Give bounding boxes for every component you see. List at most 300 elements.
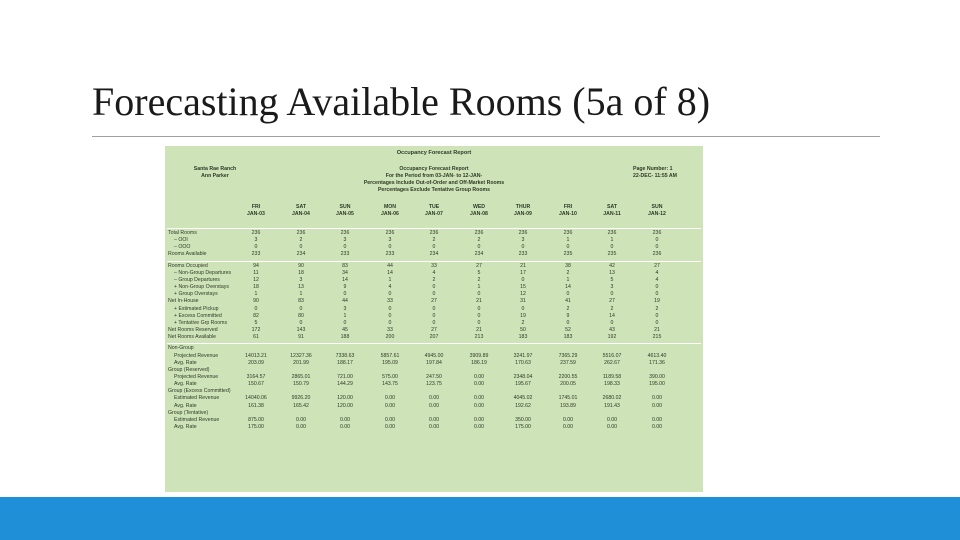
table-cell: 5 [477,269,481,276]
table-cell: 0 [432,305,436,312]
table-cell: 175.00 [248,424,264,431]
table-cell: 143 [296,327,306,334]
table-cell: 172 [251,327,261,334]
subtitle-line: Percentages Include Out-of-Order and Off-Market Rooms [363,180,505,186]
table-cell: 4 [432,269,436,276]
column-day: SAT [296,204,306,210]
table-cell: 0 [521,244,525,251]
table-cell: 0.00 [295,416,307,423]
row-label: Total Rooms [168,230,197,236]
column-header [368,204,412,218]
table-cell: 213 [474,334,484,341]
table-cell: 3 [521,237,525,244]
table-cell: 183 [563,334,573,341]
table-row [165,327,703,334]
table-cell: 575.00 [382,373,398,380]
table-cell: 236 [607,230,617,236]
table-cell: 1 [388,276,392,283]
table-row [165,353,703,360]
table-cell: 237.59 [560,359,576,366]
table-cell: 2348.04 [513,373,533,380]
table-cell: 44 [387,262,393,269]
table-cell: 4 [655,269,659,276]
table-cell: 235 [607,251,617,258]
table-cell: 0.00 [651,416,663,423]
table-cell: 2 [477,237,481,244]
table-cell: 0 [432,312,436,319]
table-cell: 17 [520,269,526,276]
page-number: Page Number: 1 [633,166,673,172]
table-cell: 18 [253,284,259,291]
table-cell: 0 [388,312,392,319]
table-cell: 233 [251,251,261,258]
table-cell: 1 [566,276,570,283]
table-cell: 0.00 [339,416,351,423]
table-cell: 15 [520,284,526,291]
table-cell: 2 [655,305,659,312]
table-cell: 0 [388,244,392,251]
slide-title: Forecasting Available Rooms (5a of 8) [92,79,711,124]
table-cell: 3241.97 [513,352,533,359]
table-cell: 0.00 [473,424,485,431]
table-cell: 41 [565,298,571,305]
table-cell: 0.00 [651,424,663,431]
table-cell: 236 [385,230,395,236]
table-cell: 9926.20 [291,395,311,402]
table-cell: 5 [254,319,258,326]
table-cell: 0.00 [606,424,618,431]
table-cell: 27 [609,298,615,305]
table-cell: 1 [566,237,570,244]
table-cell: 183 [518,334,528,341]
table-cell: 875.00 [248,416,264,423]
row-label: + Tentative Grp Rooms [174,319,228,326]
row-label: Net In-House [168,298,199,305]
table-cell: 19 [520,312,526,319]
table-row [165,367,703,374]
table-row [165,374,703,381]
table-cell: 0 [521,276,525,283]
table-row [165,291,703,298]
table-cell: 9 [343,284,347,291]
table-cell: 195.00 [649,381,665,388]
table-cell: 14 [342,276,348,283]
column-day: FRI [251,204,261,210]
table-cell: 5 [610,276,614,283]
table-cell: 236 [251,230,261,236]
column-header [457,204,501,218]
table-cell: 21 [520,262,526,269]
table-cell: 0.00 [562,416,574,423]
table-cell: 27 [476,262,482,269]
table-cell: 0 [477,312,481,319]
column-day: SAT [607,204,617,210]
table-cell: 192.62 [515,402,531,409]
table-cell: 120.00 [337,402,353,409]
column-date: JAN-05 [336,211,354,217]
row-label: – Non-Group Departures [174,269,232,276]
table-cell: 0 [566,319,570,326]
table-cell: 234 [429,251,439,258]
column-date: JAN-12 [648,211,666,217]
table-cell: 2 [432,237,436,244]
table-cell: 80 [298,312,304,319]
table-cell: 2 [610,305,614,312]
table-cell: 0 [343,244,347,251]
table-cell: 0 [655,284,659,291]
table-cell: 61 [253,334,259,341]
table-cell: 233 [385,251,395,258]
column-header [635,204,679,218]
table-cell: 13 [609,269,615,276]
column-day: SUN [339,204,351,210]
column-header [234,204,278,218]
table-cell: 236 [340,230,350,236]
table-row [165,263,703,270]
table-cell: 233 [340,251,350,258]
row-label: – OOI [174,237,188,244]
column-header [590,204,634,218]
table-cell: 0.00 [473,373,485,380]
table-cell: 236 [429,230,439,236]
table-cell: 3 [299,276,303,283]
table-cell: 192 [607,334,617,341]
table-row [165,277,703,284]
table-cell: 236 [296,230,306,236]
table-cell: 236 [518,230,528,236]
table-cell: 9 [566,312,570,319]
table-cell: 0.00 [562,424,574,431]
table-cell: 50 [520,327,526,334]
table-cell: 7365.29 [558,352,578,359]
table-cell: 4 [655,276,659,283]
table-cell: 12 [520,291,526,298]
table-cell: 42 [609,262,615,269]
row-label: Rooms Occupied [168,262,208,269]
table-cell: 0 [432,244,436,251]
table-cell: 34 [342,269,348,276]
row-label: Net Rooms Reserved [168,327,218,334]
table-cell: 21 [476,327,482,334]
column-date: JAN-09 [514,211,532,217]
table-cell: 120.00 [337,395,353,402]
table-row [165,237,703,244]
table-cell: 170.63 [515,359,531,366]
table-cell: 0.00 [384,402,396,409]
table-cell: 12327.36 [290,352,312,359]
table-cell: 12 [253,276,259,283]
table-cell: 201.99 [293,359,309,366]
table-cell: 0.00 [428,424,440,431]
table-cell: 0 [477,305,481,312]
table-row [165,345,703,352]
subtitle-line: Occupancy Forecast Report [399,166,469,172]
table-cell: 2 [566,305,570,312]
table-rule [167,343,701,344]
table-row [165,334,703,341]
table-cell: 3164.57 [246,373,266,380]
table-cell: 4 [388,284,392,291]
table-cell: 0 [299,319,303,326]
table-cell: 1 [610,237,614,244]
table-cell: 45 [342,327,348,334]
table-cell: 14013.21 [245,352,267,359]
table-row [165,410,703,417]
column-day: TUE [428,204,440,210]
table-row [165,395,703,402]
table-cell: 0.00 [428,416,440,423]
table-cell: 188 [340,334,350,341]
column-header [279,204,323,218]
table-cell: 186.19 [471,359,487,366]
table-cell: 2 [477,276,481,283]
report-title: Occupancy Forecast Report [396,150,472,156]
table-cell: 4613.40 [647,352,667,359]
table-cell: 195.09 [382,359,398,366]
table-cell: 5857.61 [380,352,400,359]
table-cell: 0 [254,305,258,312]
table-cell: 2 [299,237,303,244]
table-cell: 0 [254,244,258,251]
table-cell: 0 [299,305,303,312]
table-cell: 38 [565,262,571,269]
table-cell: 14040.06 [245,395,267,402]
table-cell: 1 [254,291,258,298]
table-cell: 0.00 [384,424,396,431]
table-cell: 52 [565,327,571,334]
table-cell: 14 [387,269,393,276]
table-cell: 3 [343,305,347,312]
row-label: Projected Revenue [174,352,219,359]
hotel-name: Santa Rae Ranch [193,166,237,172]
table-cell: 0.00 [295,424,307,431]
occupancy-forecast-report [165,146,703,492]
row-label: Group (Excess Committed) [168,388,231,395]
table-cell: 0.00 [651,402,663,409]
table-cell: 0.00 [473,416,485,423]
row-label: Non-Group [168,345,194,352]
subtitle-line: Percentages Exclude Tentative Group Rooms [377,187,491,193]
table-cell: 123.75 [426,381,442,388]
table-cell: 13 [298,284,304,291]
column-date: JAN-08 [470,211,488,217]
table-cell: 0 [566,244,570,251]
table-cell: 91 [298,334,304,341]
row-label: – OOO [174,244,191,251]
table-cell: 0 [432,291,436,298]
table-cell: 0 [388,319,392,326]
table-cell: 150.67 [248,381,264,388]
table-cell: 4945.00 [424,352,444,359]
table-rule [167,228,701,229]
table-cell: 43 [609,327,615,334]
row-label: Avg. Rate [174,424,197,431]
table-cell: 234 [474,251,484,258]
table-row [165,306,703,313]
table-cell: 21 [476,298,482,305]
row-label: Group (Reserved) [168,366,210,373]
table-row [165,230,703,237]
table-cell: 3 [610,284,614,291]
table-row [165,313,703,320]
report-table [165,230,703,431]
hotel-user: Ann Parker [201,173,229,179]
table-cell: 195.67 [515,381,531,388]
row-label: + Excess Committed [174,312,222,319]
table-cell: 175.00 [515,424,531,431]
table-cell: 161.38 [248,402,264,409]
column-header [501,204,545,218]
table-cell: 0 [432,284,436,291]
table-cell: 1 [343,312,347,319]
table-cell: 5516.07 [602,352,622,359]
table-cell: 236 [563,230,573,236]
table-row [165,381,703,388]
table-cell: 19 [654,298,660,305]
table-row [165,244,703,251]
table-cell: 3 [254,237,258,244]
table-cell: 193.89 [560,402,576,409]
table-cell: 262.67 [604,359,620,366]
table-row [165,388,703,395]
table-cell: 18 [298,269,304,276]
report-subtitle-block [334,166,534,194]
table-cell: 233 [518,251,528,258]
table-cell: 721.00 [337,373,353,380]
row-label: Avg. Rate [174,359,197,366]
table-cell: 0.00 [384,395,396,402]
table-cell: 0 [343,291,347,298]
table-cell: 2865.01 [291,373,311,380]
table-cell: 197.84 [426,359,442,366]
table-cell: 0 [388,305,392,312]
table-cell: 83 [342,262,348,269]
column-date: JAN-06 [381,211,399,217]
column-day: WED [472,204,486,210]
table-cell: 247.50 [426,373,442,380]
table-cell: 0 [610,244,614,251]
table-cell: 14 [565,284,571,291]
table-cell: 0 [566,291,570,298]
table-cell: 0.00 [428,395,440,402]
table-row [165,298,703,305]
table-cell: 27 [431,327,437,334]
table-cell: 0 [610,319,614,326]
column-day: THUR [515,204,531,210]
table-cell: 0 [655,319,659,326]
table-cell: 0.00 [473,402,485,409]
subtitle-line: For the Period from 03-JAN- to 12-JAN- [385,173,483,179]
table-cell: 33 [387,298,393,305]
table-row [165,320,703,327]
table-cell: 143.75 [382,381,398,388]
table-cell: 200 [385,334,395,341]
table-cell: 27 [431,298,437,305]
column-day: FRI [563,204,573,210]
row-label: Estimated Revenue [174,416,220,423]
table-cell: 236 [652,230,662,236]
table-cell: 0.00 [473,381,485,388]
table-cell: 1745.01 [558,395,578,402]
column-day: SUN [651,204,663,210]
row-label: + Group Overstays [174,291,218,298]
table-row [165,417,703,424]
table-row [165,360,703,367]
table-cell: 144.29 [337,381,353,388]
row-label: Net Rooms Available [168,334,217,341]
table-cell: 198.33 [604,381,620,388]
column-date: JAN-11 [603,211,621,217]
table-cell: 2 [566,269,570,276]
column-day: MON [383,204,397,210]
table-cell: 0 [477,244,481,251]
table-cell: 82 [253,312,259,319]
table-cell: 33 [431,262,437,269]
table-cell: 14 [609,312,615,319]
table-row [165,251,703,258]
table-cell: 2 [521,319,525,326]
report-hotel-block [185,166,245,180]
row-label: Avg. Rate [174,402,197,409]
table-cell: 350.00 [515,416,531,423]
column-date: JAN-04 [292,211,310,217]
table-cell: 0 [655,237,659,244]
column-header [546,204,590,218]
table-cell: 2200.55 [558,373,578,380]
row-label: + Estimated Pickup [174,305,219,312]
table-cell: 0 [655,291,659,298]
table-row [165,424,703,431]
table-cell: 1 [299,291,303,298]
table-cell: 7338.63 [335,352,355,359]
table-cell: 0 [343,319,347,326]
table-cell: 90 [298,262,304,269]
report-timestamp: 22-DEC- 11:55 AM [633,173,677,179]
table-cell: 234 [296,251,306,258]
row-label: + Non-Group Overstays [174,284,229,291]
table-cell: 0.00 [606,416,618,423]
table-cell: 27 [654,262,660,269]
table-cell: 215 [652,334,662,341]
table-cell: 3 [388,237,392,244]
table-cell: 44 [342,298,348,305]
table-cell: 150.79 [293,381,309,388]
table-cell: 165.42 [293,402,309,409]
table-cell: 3 [343,237,347,244]
table-rule [167,261,701,262]
column-date: JAN-07 [425,211,443,217]
table-cell: 236 [474,230,484,236]
table-cell: 2 [432,276,436,283]
table-cell: 2680.02 [602,395,622,402]
table-cell: 0 [655,312,659,319]
column-date: JAN-10 [559,211,577,217]
table-cell: 0 [388,291,392,298]
table-cell: 0 [432,319,436,326]
table-cell: 1189.58 [602,373,622,380]
table-cell: 31 [520,298,526,305]
row-label: Projected Revenue [174,373,219,380]
table-cell: 0.00 [428,402,440,409]
table-cell: 0.00 [651,395,663,402]
column-header [412,204,456,218]
table-cell: 200.05 [560,381,576,388]
column-header [323,204,367,218]
row-label: Estimated Revenue [174,395,220,402]
row-label: Group (Tentative) [168,409,209,416]
table-cell: 203.09 [248,359,264,366]
table-cell: 33 [387,327,393,334]
